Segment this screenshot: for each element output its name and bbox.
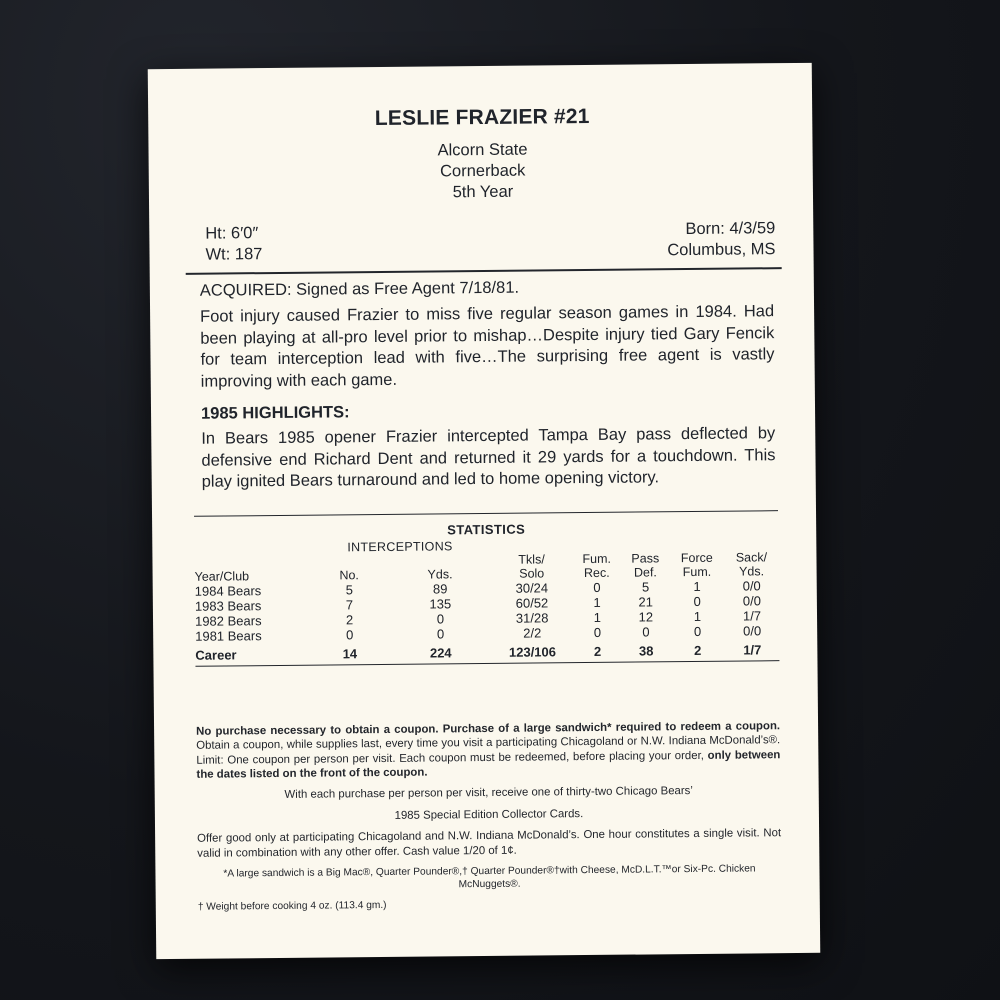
player-position: Cornerback (439, 161, 526, 181)
cell-ff: 0 (693, 623, 702, 639)
statistics-table (194, 536, 779, 663)
legal-offer-text: Offer good only at participating Chicagoland and N.W. Indiana McDonald’s. One hour constitutes a single visit. Not valid in combination with any other offer. Cash value 1/20 of 1¢. (197, 827, 782, 860)
col-head-year: Year/Club (194, 568, 250, 584)
cell-sack: 1/7 (742, 607, 762, 624)
col-head-yds: Yds. (427, 566, 453, 582)
cell-pd: 38 (638, 642, 654, 659)
col-head-def: Def. (633, 564, 657, 580)
cell-year: 1984 Bears (194, 582, 262, 599)
cell-ff: 0 (693, 593, 701, 609)
cell-ff: 2 (694, 642, 702, 658)
cell-ff: 1 (693, 608, 702, 624)
cell-no: 5 (345, 581, 353, 597)
cell-fum: 0 (593, 579, 601, 595)
legal-footnote-2: † Weight before cooking 4 oz. (113.4 gm.) (197, 899, 387, 913)
col-head-sack-1: Sack/ (735, 549, 768, 565)
cell-no: 7 (345, 596, 354, 612)
cell-year: 1982 Bears (194, 612, 262, 629)
cell-fum: 1 (593, 594, 601, 610)
col-head-tkls-1: Tkls/ (518, 551, 545, 567)
cell-yds: 224 (429, 644, 452, 661)
cell-pd: 5 (641, 578, 650, 594)
cell-tkls: 123/106 (508, 643, 557, 660)
legal-block-1 (196, 719, 781, 782)
cell-no: 2 (345, 611, 354, 627)
statistics-title: STATISTICS (447, 521, 526, 537)
cell-pd: 12 (638, 608, 654, 625)
cell-ff: 1 (693, 578, 701, 594)
cell-yds: 89 (432, 580, 448, 596)
page-title: LESLIE FRAZIER #21 (374, 104, 590, 131)
cell-year: 1981 Bears (195, 627, 262, 644)
col-head-force-1: Force (680, 550, 713, 565)
cell-yds: 0 (436, 625, 445, 641)
cell-tkls: 30/24 (515, 579, 549, 596)
cell-fum: 2 (593, 643, 602, 659)
cell-sack: 0/0 (742, 577, 761, 594)
cell-tkls: 2/2 (523, 624, 542, 641)
col-head-pass-1: Pass (631, 550, 660, 566)
cell-tkls: 31/28 (515, 609, 549, 626)
player-vitals (185, 218, 781, 266)
col-head-rec: Rec. (583, 565, 610, 580)
cell-yds: 135 (429, 595, 452, 612)
statistics-section (188, 510, 785, 667)
cell-year: 1983 Bears (194, 597, 262, 614)
col-head-fum-1: Fum. (582, 551, 612, 566)
legal-section (196, 719, 782, 921)
player-born: Born: 4/3/59 (685, 219, 776, 239)
legal-line-1: No purchase necessary to obtain a coupon. Purchase of a large sandwich* required to redeem a coupon. (196, 719, 781, 738)
col-head-fum: Fum. (682, 564, 712, 579)
cell-sack: 0/0 (743, 622, 762, 639)
highlights-title: 1985 HIGHLIGHTS: (200, 403, 350, 423)
cell-pd: 0 (642, 623, 650, 639)
col-head-no: No. (339, 567, 359, 582)
trading-card-back (148, 63, 821, 959)
player-weight: Wt: 187 (205, 245, 263, 264)
legal-line-3b: only between the dates listed on the front of the coupon. (196, 748, 781, 781)
player-bio: Foot injury caused Frazier to miss five regular season games in 1984. Had been playing at all-pro level prior to mishap…Despite injury tied Gary Fencik for team interception lead with five…The surprising free agent is vastly improving with each game. (200, 302, 775, 391)
legal-line-2: Obtain a coupon, while supplies last, every time you visit a participating Chicagoland or N.W. Indiana McDonald’s®. (196, 734, 781, 752)
cell-yds: 0 (436, 610, 445, 626)
cell-no: 0 (346, 626, 354, 642)
cell-fum: 1 (593, 609, 601, 625)
player-experience: 5th Year (452, 182, 514, 202)
cell-fum: 0 (593, 624, 602, 640)
highlights-text: In Bears 1985 opener Frazier intercepted Tampa Bay pass deflected by defensive end Richard Dent and returned it 29 yards for a touchdown. This play ignited Bears turnaround and led to home opening victory. (201, 424, 776, 491)
cell-tkls: 60/52 (515, 594, 549, 611)
legal-line-3a: Limit: One coupon per person per visit. Each coupon must be redeemed, before placing your order, (196, 749, 708, 767)
player-hometown: Columbus, MS (667, 240, 776, 260)
cell-sack: 0/0 (742, 592, 761, 609)
legal-center-2: 1985 Special Edition Collector Cards. (394, 807, 584, 822)
col-head-solo: Solo (519, 565, 545, 581)
cell-year: Career (195, 646, 237, 663)
player-college: Alcorn State (437, 140, 528, 160)
cell-sack: 1/7 (743, 641, 762, 658)
group-header-interceptions: INTERCEPTIONS (347, 538, 453, 554)
acquired-text: ACQUIRED: Signed as Free Agent 7/18/81. (199, 278, 520, 300)
legal-center-1: With each purchase per person per visit, receive one of thirty-two Chicago Bears’ (284, 785, 693, 802)
legal-footnote-1: *A large sandwich is a Big Mac®, Quarter Pounder®,† Quarter Pounder®†with Cheese, McD.L.T.™or Six-Pc. Chicken McNuggets®. (223, 863, 756, 891)
cell-no: 14 (342, 645, 358, 661)
cell-pd: 21 (638, 593, 653, 610)
player-height: Ht: 6′0″ (205, 224, 259, 243)
col-head-sack-yds: Yds. (738, 563, 765, 579)
